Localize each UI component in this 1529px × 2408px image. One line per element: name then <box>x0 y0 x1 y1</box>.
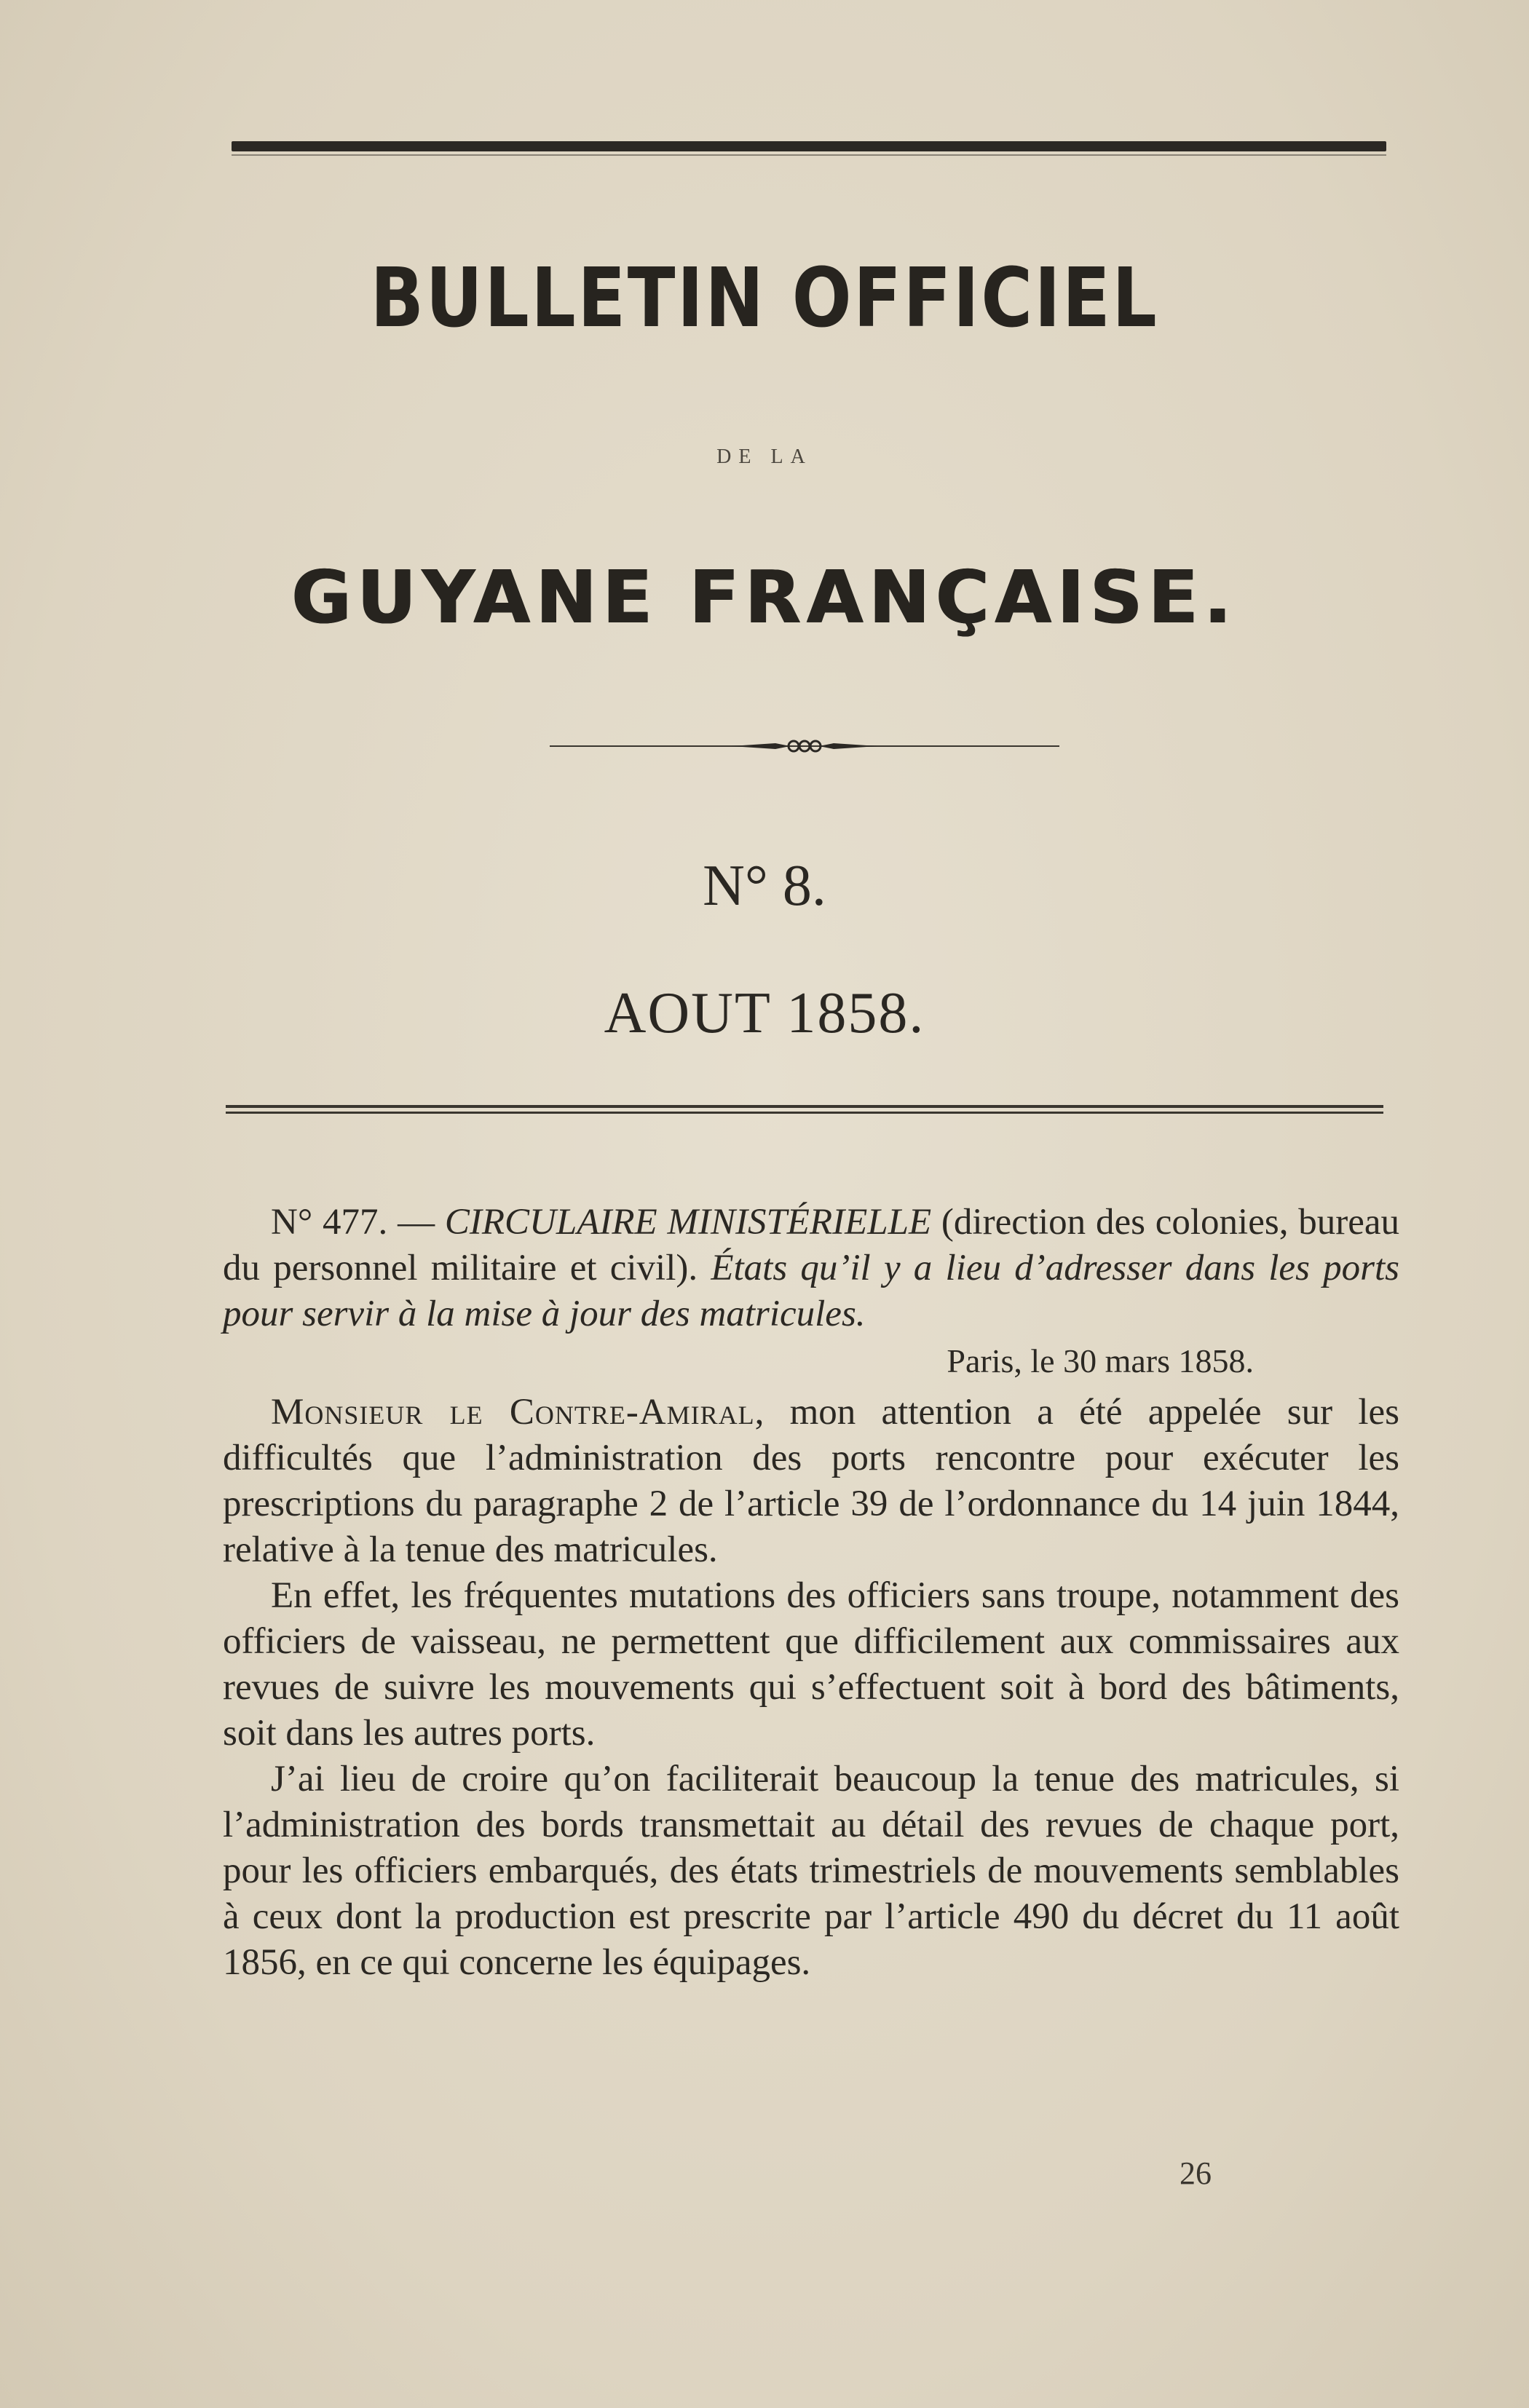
page-number: 26 <box>1180 2155 1212 2191</box>
top-double-rule <box>232 141 1386 151</box>
section-rule <box>226 1105 1383 1114</box>
masthead-title-line2: GUYANE FRANÇAISE. <box>291 555 1238 640</box>
article-dateline: Paris, le 30 mars 1858. <box>947 1342 1254 1379</box>
article-type: CIRCULAIRE MINISTÉRIELLE <box>444 1202 932 1243</box>
paragraph-3: J’ai lieu de croire qu’on faciliterait beaucoup la tenue des matricules, si l’administration des bords transmettait au détail des revues de chaque port, pour les officiers embarqués, des états trimestriels de mouvements semblables à ceux dont la production est prescrite par l’article 490 du décret du 11 août 1856, en ce qui concerne les équipages. <box>223 1759 1399 1983</box>
ornament-divider <box>550 735 1059 757</box>
paragraph-2: En effet, les fréquentes mutations des officiers sans troupe, notamment des officiers de vaisseau, ne permettent que difficilement aux commissaires aux revues de suivre les mouvements qui s’effectuent soit à bord des bâtiments, soit dans les autres ports. <box>223 1575 1399 1754</box>
masthead-title-line1: BULLETIN OFFICIEL <box>370 251 1159 346</box>
article-body <box>223 1200 1399 1986</box>
paragraph-1-text: , mon attention a été appelée sur les difficultés que l’administration des ports rencontre pour exécuter les prescriptions du paragraphe 2 de l’article 39 de l’ordonnance du 14 juin 1844, relative à la tenue des matricules. <box>223 1392 1399 1570</box>
masthead-connector: DE LA <box>716 445 813 468</box>
paragraph-1 <box>223 1390 1399 1573</box>
article-header <box>223 1200 1399 1337</box>
article-subject: États qu’il y a lieu d’adresser dans les ports pour servir à la mise à jour des matricules. <box>223 1248 1400 1334</box>
salutation: Monsieur le Contre-Amiral <box>271 1392 755 1433</box>
article-dash: — <box>387 1202 445 1243</box>
issue-date: AOUT 1858. <box>604 981 925 1045</box>
article-number: N° 477. <box>271 1202 388 1243</box>
article-origin: (direction des colonies, bureau du personnel militaire et civil). <box>223 1202 1400 1288</box>
issue-number: N° 8. <box>703 854 826 918</box>
